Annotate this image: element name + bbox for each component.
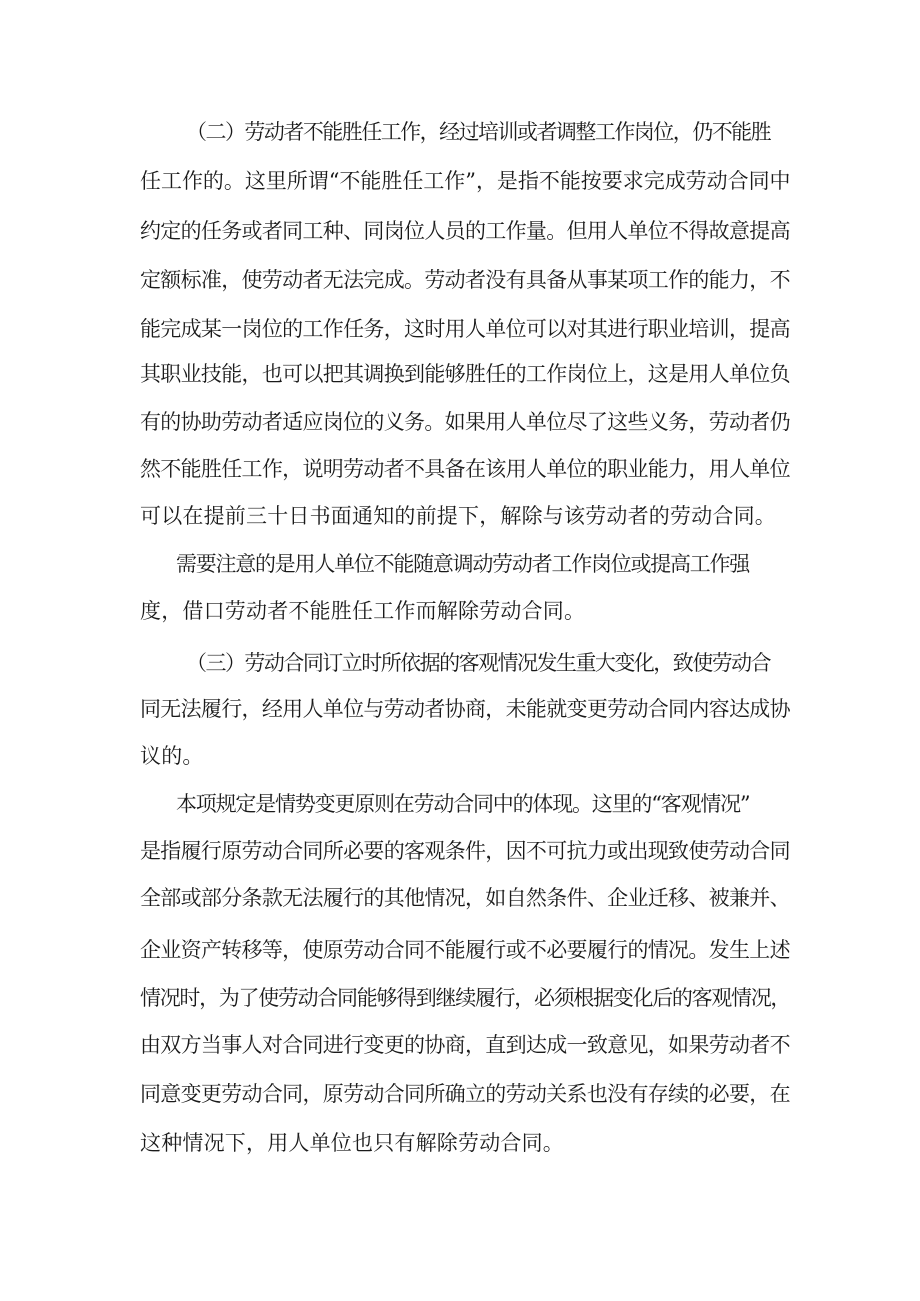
paragraph-3-line-3: 议的。 bbox=[140, 744, 204, 768]
paragraph-2-line-4: 定额标准，使劳动者无法完成。劳动者没有具备从事某项工作的能力，不 bbox=[140, 268, 790, 292]
paragraph-2-line-9: 可以在提前三十日书面通知的前提下，解除与该劳动者的劳动合同。 bbox=[140, 504, 776, 528]
paragraph-2-line-5: 能完成某一岗位的工作任务，这时用人单位可以对其进行职业培训，提高 bbox=[140, 317, 790, 341]
paragraph-2-line-6: 其职业技能，也可以把其调换到能够胜任的工作岗位上，这是用人单位负 bbox=[140, 362, 790, 386]
explanation-line-6: 由双方当事人对合同进行变更的协商，直到达成一致意见，如果劳动者不 bbox=[140, 1033, 790, 1057]
paragraph-2-line-8: 然不能胜任工作，说明劳动者不具备在该用人单位的职业能力，用人单位 bbox=[140, 457, 790, 481]
explanation-line-1: 本项规定是情势变更原则在劳动合同中的体现。这里的“客观情况” bbox=[176, 792, 750, 816]
note-line-1: 需要注意的是用人单位不能随意调动劳动者工作岗位或提高工作强 bbox=[176, 552, 750, 576]
paragraph-2-line-1: （二）劳动者不能胜任工作，经过培训或者调整工作岗位，仍不能胜 bbox=[186, 120, 771, 144]
explanation-line-8: 这种情况下，用人单位也只有解除劳动合同。 bbox=[140, 1131, 564, 1155]
note-line-2: 度，借口劳动者不能胜任工作而解除劳动合同。 bbox=[140, 599, 586, 623]
paragraph-2-line-7: 有的协助劳动者适应岗位的义务。如果用人单位尽了这些义务，劳动者仍 bbox=[140, 410, 790, 434]
paragraph-3-line-1: （三）劳动合同订立时所依据的客观情况发生重大变化，致使劳动合 bbox=[186, 651, 771, 675]
explanation-line-5: 情况时，为了使劳动合同能够得到继续履行，必须根据变化后的客观情况， bbox=[140, 986, 791, 1010]
paragraph-2-line-2: 任工作的。这里所谓“不能胜任工作”，是指不能按要求完成劳动合同中 bbox=[140, 169, 791, 193]
explanation-line-2: 是指履行原劳动合同所必要的客观条件，因不可抗力或出现致使劳动合同 bbox=[140, 839, 790, 863]
explanation-line-3: 全部或部分条款无法履行的其他情况，如自然条件、企业迁移、被兼并、 bbox=[140, 886, 790, 910]
paragraph-3-line-2: 同无法履行，经用人单位与劳动者协商，未能就变更劳动合同内容达成协 bbox=[140, 697, 790, 721]
explanation-line-4: 企业资产转移等，使原劳动合同不能履行或不必要履行的情况。发生上述 bbox=[140, 938, 790, 962]
explanation-line-7: 同意变更劳动合同，原劳动合同所确立的劳动关系也没有存续的必要，在 bbox=[140, 1082, 790, 1106]
paragraph-2-line-3: 约定的任务或者同工种、同岗位人员的工作量。但用人单位不得故意提高 bbox=[140, 219, 790, 243]
